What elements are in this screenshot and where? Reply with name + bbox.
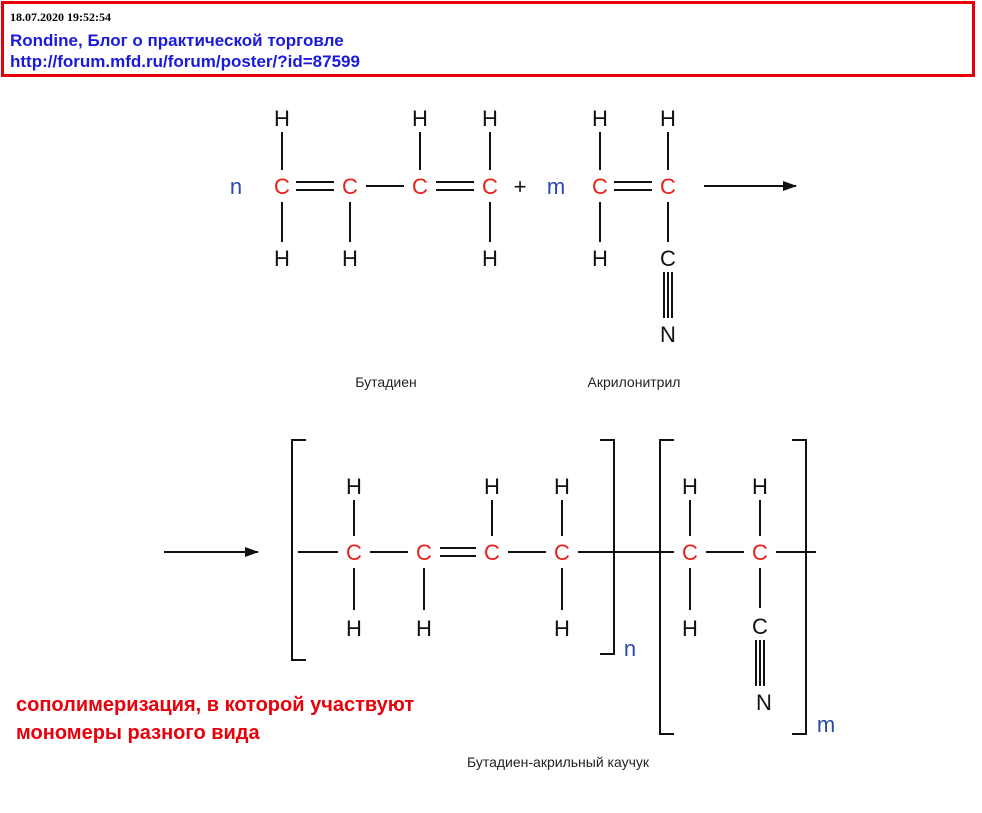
hydrogen-atom: H — [554, 474, 570, 499]
acrylonitrile-caption: Акрилонитрил — [587, 374, 681, 390]
timestamp: 18.07.2020 19:52:54 — [10, 10, 111, 24]
blog-url[interactable]: http://forum.mfd.ru/forum/poster/?id=87599 — [10, 52, 360, 71]
hydrogen-atom: H — [660, 106, 676, 131]
nitrile-carbon-atom: C — [660, 246, 676, 271]
hydrogen-atom: H — [412, 106, 428, 131]
carbon-atom: C — [274, 174, 290, 199]
nitrogen-atom: N — [756, 690, 772, 715]
carbon-atom: C — [660, 174, 676, 199]
plus-sign: + — [513, 174, 527, 199]
hydrogen-atom: H — [592, 246, 608, 271]
butadiene-caption: Бутадиен — [355, 374, 417, 390]
hydrogen-atom: H — [274, 106, 290, 131]
hydrogen-atom: H — [346, 616, 362, 641]
hydrogen-atom: H — [416, 616, 432, 641]
hydrogen-atom: H — [482, 106, 498, 131]
carbon-atom: C — [554, 540, 570, 565]
carbon-atom: C — [416, 540, 432, 565]
hydrogen-atom: H — [482, 246, 498, 271]
carbon-atom: C — [482, 174, 498, 199]
hydrogen-atom: H — [342, 246, 358, 271]
subscript-n: n — [623, 636, 637, 661]
carbon-atom: C — [346, 540, 362, 565]
right-bracket-acrylonitrile — [792, 440, 806, 734]
hydrogen-atom: H — [682, 474, 698, 499]
rubber-caption: Бутадиен-акрильный каучук — [466, 754, 650, 770]
hydrogen-atom: H — [592, 106, 608, 131]
carbon-atom: C — [592, 174, 608, 199]
carbon-atom: C — [682, 540, 698, 565]
blog-title: Rondine, Блог о практической торговле — [10, 31, 344, 50]
right-bracket-butadiene — [600, 440, 614, 654]
coefficient-n: n — [229, 174, 243, 199]
carbon-atom: C — [752, 540, 768, 565]
hydrogen-atom: H — [554, 616, 570, 641]
carbon-atom: C — [484, 540, 500, 565]
note-line-1: сополимеризация, в которой участвуют — [16, 694, 415, 716]
nitrile-carbon-atom: C — [752, 614, 768, 639]
left-bracket-acrylonitrile — [660, 440, 674, 734]
hydrogen-atom: H — [484, 474, 500, 499]
nitrogen-atom: N — [660, 322, 676, 347]
carbon-atom: C — [412, 174, 428, 199]
carbon-atom: C — [342, 174, 358, 199]
hydrogen-atom: H — [274, 246, 290, 271]
hydrogen-atom: H — [682, 616, 698, 641]
subscript-m: m — [816, 712, 836, 737]
hydrogen-atom: H — [752, 474, 768, 499]
left-bracket-butadiene — [292, 440, 306, 660]
hydrogen-atom: H — [346, 474, 362, 499]
coefficient-m: m — [546, 174, 566, 199]
note-line-2: мономеры разного вида — [16, 722, 260, 744]
